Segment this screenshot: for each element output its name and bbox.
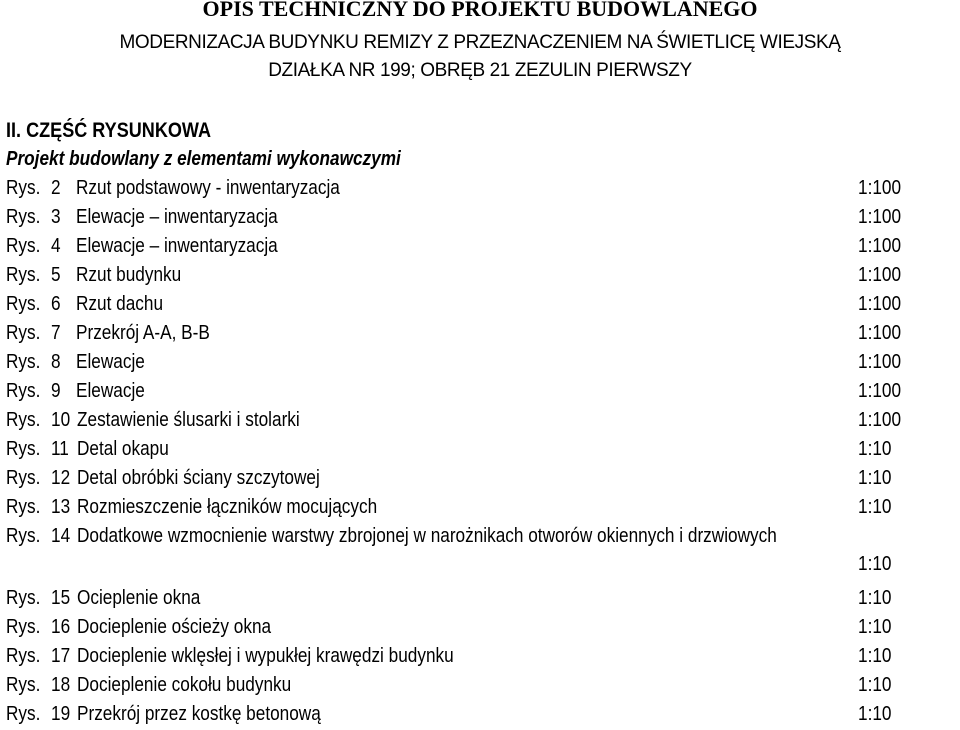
drawing-number: 4 (51, 235, 61, 257)
document-title: OPIS TECHNICZNY DO PROJEKTU BUDOWLANEGO (202, 0, 758, 21)
drawing-scale: 1:100 (858, 177, 902, 199)
drawing-number: 10 (51, 409, 71, 431)
drawing-title: Rzut podstawowy - inwentaryzacja (76, 177, 340, 199)
drawing-scale: 1:100 (858, 409, 902, 431)
drawing-scale: 1:10 (858, 674, 892, 696)
drawing-prefix: Rys. (6, 235, 41, 257)
drawing-prefix: Rys. (6, 264, 41, 286)
drawing-scale: 1:10 (858, 553, 892, 575)
drawing-scale: 1:10 (858, 587, 892, 609)
drawing-scale: 1:100 (858, 380, 902, 402)
drawing-title: Elewacje – inwentaryzacja (76, 235, 278, 257)
drawing-title: Docieplenie ościeży okna (77, 616, 272, 638)
drawing-title: Elewacje – inwentaryzacja (76, 206, 278, 228)
drawing-number: 5 (51, 264, 61, 286)
drawing-prefix: Rys. (6, 206, 41, 228)
drawing-prefix: Rys. (6, 645, 41, 667)
drawing-row (0, 493, 960, 521)
drawing-title: Rzut budynku (76, 264, 182, 286)
drawing-row (0, 261, 960, 289)
drawing-row (0, 584, 960, 612)
drawing-prefix: Rys. (6, 703, 41, 725)
drawing-title: Docieplenie wklęsłej i wypukłej krawędzi budynku (77, 645, 454, 667)
drawing-scale: 1:10 (858, 645, 892, 667)
plot-location: DZIAŁKA NR 199; OBRĘB 21 ZEZULIN PIERWSZY (268, 60, 692, 81)
drawing-prefix: Rys. (6, 587, 41, 609)
drawing-scale: 1:10 (858, 496, 892, 518)
drawing-prefix: Rys. (6, 322, 41, 344)
drawing-prefix: Rys. (6, 177, 41, 199)
drawing-title: Rzut dachu (76, 293, 164, 315)
drawing-row (0, 174, 960, 202)
drawing-prefix: Rys. (6, 467, 41, 489)
drawing-scale: 1:10 (858, 438, 892, 460)
drawing-scale: 1:10 (858, 616, 892, 638)
drawing-title: Dodatkowe wzmocnienie warstwy zbrojonej w narożnikach otworów okiennych i drzwiowych (77, 525, 777, 547)
drawing-row (0, 319, 960, 347)
drawing-number: 3 (51, 206, 61, 228)
drawing-row (0, 642, 960, 670)
drawing-row (0, 348, 960, 376)
drawing-number: 7 (51, 322, 61, 344)
drawing-prefix: Rys. (6, 438, 41, 460)
drawing-row (0, 522, 960, 578)
drawing-prefix: Rys. (6, 409, 41, 431)
drawing-row (0, 232, 960, 260)
drawing-number: 19 (51, 703, 71, 725)
drawing-prefix: Rys. (6, 380, 41, 402)
drawing-prefix: Rys. (6, 674, 41, 696)
drawing-row (0, 700, 960, 728)
drawing-title: Zestawienie ślusarki i stolarki (77, 409, 300, 431)
drawing-scale: 1:100 (858, 322, 902, 344)
drawing-prefix: Rys. (6, 616, 41, 638)
drawing-title: Docieplenie cokołu budynku (77, 674, 292, 696)
drawing-row (0, 406, 960, 434)
drawing-number: 14 (51, 525, 71, 547)
drawing-number: 13 (51, 496, 71, 518)
drawing-row (0, 464, 960, 492)
drawing-title: Przekrój przez kostkę betonową (77, 703, 321, 725)
drawing-scale: 1:100 (858, 235, 902, 257)
drawing-number: 6 (51, 293, 61, 315)
drawing-title: Detal obróbki ściany szczytowej (77, 467, 320, 489)
drawing-row (0, 671, 960, 699)
drawing-row (0, 203, 960, 231)
drawing-number: 11 (51, 438, 69, 460)
drawing-prefix: Rys. (6, 496, 41, 518)
drawing-number: 15 (51, 587, 71, 609)
project-name: MODERNIZACJA BUDYNKU REMIZY Z PRZEZNACZENIEM NA ŚWIETLICĘ WIEJSKĄ (119, 32, 841, 53)
drawing-scale: 1:100 (858, 293, 902, 315)
drawing-row (0, 435, 960, 463)
drawing-title: Detal okapu (77, 438, 169, 460)
drawing-prefix: Rys. (6, 293, 41, 315)
drawing-number: 17 (51, 645, 71, 667)
drawing-scale: 1:10 (858, 467, 892, 489)
drawing-title: Elewacje (76, 380, 145, 402)
drawing-title: Rozmieszczenie łączników mocujących (77, 496, 378, 518)
drawing-title: Przekrój A-A, B-B (76, 322, 210, 344)
drawing-prefix: Rys. (6, 351, 41, 373)
drawing-row (0, 377, 960, 405)
drawing-title: Ocieplenie okna (77, 587, 201, 609)
drawing-prefix: Rys. (6, 525, 41, 547)
drawing-title: Elewacje (76, 351, 145, 373)
drawing-row (0, 290, 960, 318)
section-subheading: Projekt budowlany z elementami wykonawczymi (6, 148, 401, 170)
drawing-number: 9 (51, 380, 61, 402)
drawing-scale: 1:100 (858, 206, 902, 228)
drawing-number: 18 (51, 674, 71, 696)
drawing-number: 12 (51, 467, 71, 489)
drawing-scale: 1:100 (858, 264, 902, 286)
section-heading: II. CZĘŚĆ RYSUNKOWA (6, 119, 212, 142)
drawing-number: 2 (51, 177, 61, 199)
drawing-scale: 1:100 (858, 351, 902, 373)
drawing-number: 16 (51, 616, 71, 638)
drawing-scale: 1:10 (858, 703, 892, 725)
drawing-row (0, 613, 960, 641)
drawing-number: 8 (51, 351, 61, 373)
